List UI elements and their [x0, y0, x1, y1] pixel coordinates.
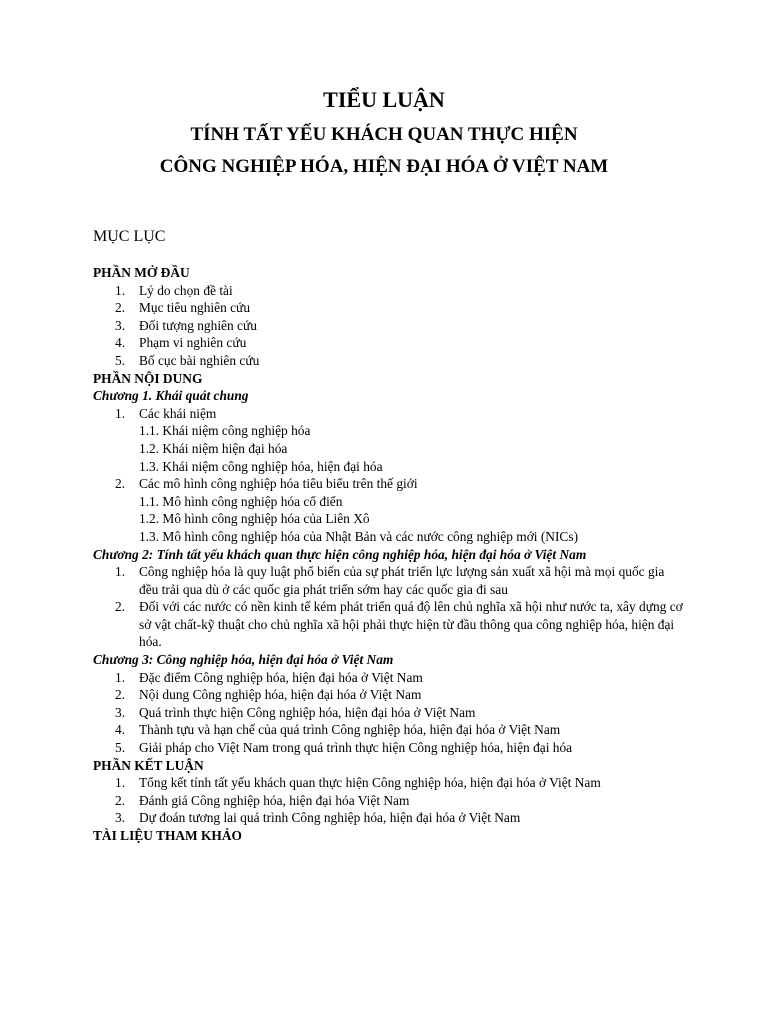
item-number: 3.	[115, 704, 126, 720]
section-heading-references: TÀI LIỆU THAM KHẢO	[93, 828, 242, 843]
item-number: 2.	[115, 687, 126, 703]
toc-item	[93, 282, 683, 300]
item-number: 2.	[115, 476, 126, 492]
item-number: 1.	[115, 282, 126, 298]
toc-item	[93, 739, 683, 757]
toc-item	[93, 686, 683, 704]
item-number: 5.	[115, 740, 126, 756]
item-text: Công nghiệp hóa là quy luật phổ biến của sự phát triển lực lượng sản xuất xã hội mà mọi quốc gia đều trải qua dù ở các quốc gia phát triển sớm hay các quốc gia đi sau	[139, 564, 665, 597]
item-number: 5.	[115, 352, 126, 368]
item-number: 3.	[115, 810, 126, 826]
item-text: Đặc điểm Công nghiệp hóa, hiện đại hóa ở Việt Nam	[139, 669, 423, 685]
item-text: Phạm vi nghiên cứu	[139, 335, 247, 351]
item-text: Giải pháp cho Việt Nam trong quá trình thực hiện Công nghiệp hóa, hiện đại hóa	[139, 740, 573, 756]
toc-item	[93, 317, 683, 335]
toc-item	[93, 704, 683, 722]
toc-subitem: 1.3. Mô hình công nghiệp hóa của Nhật Bản và các nước công nghiệp mới (NICs)	[139, 528, 579, 544]
item-text: Các khái niệm	[139, 405, 217, 421]
toc-item	[93, 809, 683, 827]
toc-subitem: 1.1. Mô hình công nghiệp hóa cổ điển	[139, 493, 343, 509]
item-number: 3.	[115, 317, 126, 333]
item-text: Tổng kết tính tất yếu khách quan thực hiện Công nghiệp hóa, hiện đại hóa ở Việt Nam	[139, 775, 601, 791]
item-number: 1.	[115, 405, 126, 421]
item-text: Dự đoán tương lai quá trình Công nghiệp hóa, hiện đại hóa ở Việt Nam	[139, 810, 521, 826]
section-heading-intro: PHẦN MỞ ĐẦU	[93, 265, 190, 280]
item-text: Bố cục bài nghiên cứu	[139, 352, 260, 368]
toc-subitem: 1.2. Khái niệm hiện đại hóa	[139, 440, 288, 456]
document-subtitle-line-2: CÔNG NGHIỆP HÓA, HIỆN ĐẠI HÓA Ở VIỆT NAM	[159, 156, 609, 177]
toc-item	[93, 774, 683, 792]
toc-subitem: 1.1. Khái niệm công nghiệp hóa	[139, 423, 311, 439]
item-number: 1.	[115, 775, 126, 791]
toc-item	[93, 669, 683, 687]
toc-subitem: 1.2. Mô hình công nghiệp hóa của Liên Xô	[139, 511, 370, 527]
item-number: 1.	[115, 564, 126, 580]
toc-item	[93, 792, 683, 810]
item-text: Lý do chọn đề tài	[139, 282, 233, 298]
item-text: Nội dung Công nghiệp hóa, hiện đại hóa ở Việt Nam	[139, 687, 422, 703]
toc-subitem: 1.3. Khái niệm công nghiệp hóa, hiện đại hóa	[139, 458, 383, 474]
item-text: Thành tựu và hạn chế của quá trình Công nghiệp hóa, hiện đại hóa ở Việt Nam	[139, 722, 561, 738]
document-subtitle-line-1: TÍNH TẤT YẾU KHÁCH QUAN THỰC HIỆN	[190, 124, 578, 145]
item-text: Các mô hình công nghiệp hóa tiêu biểu trên thế giới	[139, 476, 418, 492]
item-text: Đối tượng nghiên cứu	[139, 317, 257, 333]
toc-item	[93, 405, 683, 423]
item-number: 4.	[115, 722, 126, 738]
toc-item	[93, 721, 683, 739]
item-number: 2.	[115, 792, 126, 808]
item-number: 2.	[115, 300, 126, 316]
item-text: Mục tiêu nghiên cứu	[139, 300, 251, 316]
chapter-2-title: Chương 2: Tính tất yếu khách quan thực hiện công nghiệp hóa, hiện đại hóa ở Việt Nam	[93, 546, 587, 562]
toc-item	[93, 352, 683, 370]
table-of-contents	[93, 264, 683, 845]
toc-item	[93, 334, 683, 352]
item-text: Quá trình thực hiện Công nghiệp hóa, hiện đại hóa ở Việt Nam	[139, 704, 476, 720]
toc-item	[93, 563, 683, 598]
chapter-1-title: Chương 1. Khái quát chung	[93, 388, 249, 404]
item-number: 4.	[115, 335, 126, 351]
toc-item	[93, 299, 683, 317]
toc-item	[93, 475, 683, 493]
document-title: TIỂU LUẬN	[323, 87, 445, 112]
toc-heading: MỤC LỤC	[93, 228, 166, 245]
chapter-3-title: Chương 3: Công nghiệp hóa, hiện đại hóa ở Việt Nam	[93, 652, 394, 668]
toc-item	[93, 598, 683, 651]
item-text: Đánh giá Công nghiệp hóa, hiện đại hóa Việt Nam	[139, 792, 410, 808]
item-number: 2.	[115, 599, 126, 615]
item-number: 1.	[115, 669, 126, 685]
item-text: Đối với các nước có nền kinh tế kém phát triển quá độ lên chủ nghĩa xã hội như nước ta, xây dựng cơ sở vật chất-kỹ thuật cho chủ nghĩa xã hội phải thực hiện từ đầu thông qua công nghiệp hóa, hiện đại hóa.	[139, 599, 683, 650]
section-heading-content: PHẦN NỘI DUNG	[93, 370, 203, 386]
section-heading-conclusion: PHẦN KẾT LUẬN	[93, 757, 204, 773]
